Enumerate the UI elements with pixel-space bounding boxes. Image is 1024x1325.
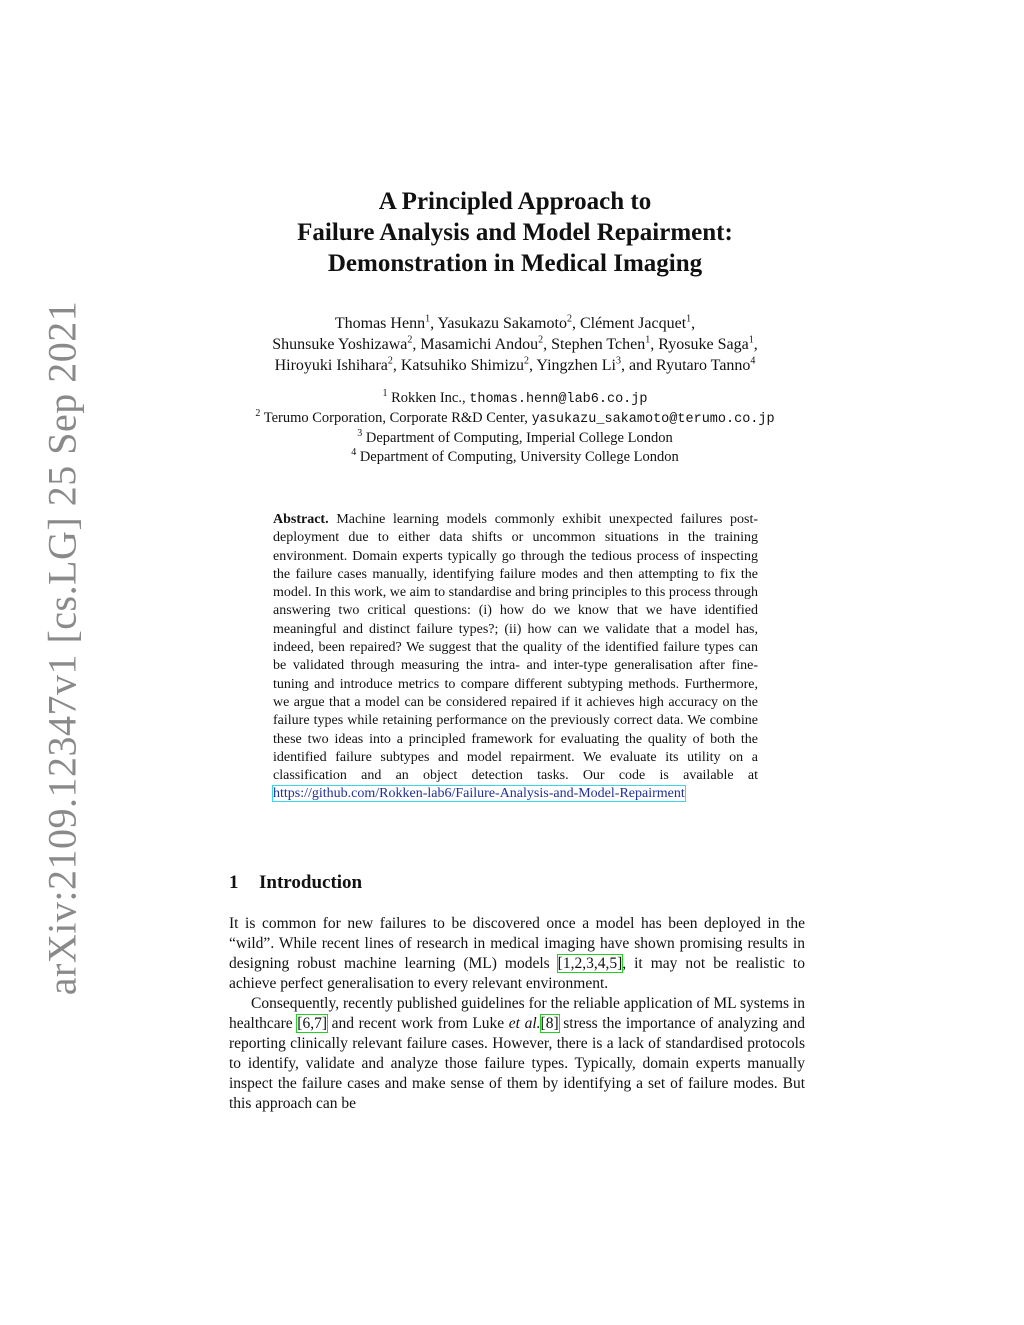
affiliation xyxy=(180,409,850,429)
affiliation-text: Rokken Inc., xyxy=(391,390,470,406)
affiliation-mark: 4 xyxy=(750,355,756,367)
author: Yasukazu Sakamoto xyxy=(437,315,567,332)
author: Thomas Henn xyxy=(334,315,426,332)
author-line: Shunsuke Yoshizawa$^2$, Masamichi Andou$^2$, Stephen Tchen$^1$, Ryosuke Saga$^1$, xyxy=(272,334,758,353)
author-list xyxy=(180,313,850,376)
affiliation-mark: 2 xyxy=(538,334,544,346)
paragraph xyxy=(229,994,805,1114)
section-title: Introduction xyxy=(259,872,363,893)
author: Yingzhen Li xyxy=(536,357,616,374)
citation-link[interactable]: [6,7] xyxy=(297,1015,327,1032)
et-al: et al. xyxy=(508,1015,541,1032)
author: Katsuhiko Shimizu xyxy=(400,357,524,374)
author: Ryutaro Tanno xyxy=(656,357,751,374)
affiliation-mark: 3 xyxy=(615,355,621,367)
paragraph-text: It is common for new failures to be discovered once a model has been deployed in the “wild”. While recent lines of research in medical imaging have shown promising results in designing robust machine learning (ML) models xyxy=(229,915,805,972)
affiliation-number: 2 xyxy=(255,408,261,420)
affiliation-mark: 2 xyxy=(407,334,413,346)
affiliation-mark: 1 xyxy=(748,334,754,346)
author-and: and xyxy=(628,357,653,374)
author-line: Thomas Henn$^1$, Yasukazu Sakamoto$^2$, Clément Jacquet$^1$, xyxy=(334,313,696,332)
affiliation xyxy=(180,389,850,409)
affiliation-number: 1 xyxy=(382,388,388,400)
body-text xyxy=(229,914,805,1114)
affiliation-number: 4 xyxy=(351,447,357,459)
affiliation-text: Terumo Corporation, Corporate R&D Center, xyxy=(263,410,532,426)
affiliation-text: Department of Computing, Imperial College London xyxy=(365,430,673,446)
section-number: 1 xyxy=(229,872,239,893)
paragraph-text: , it may not be realistic to achieve perfect generalisation to every relevant environment. xyxy=(229,955,805,992)
paragraph-text: stress the importance of analyzing and reporting clinically relevant failure cases. However, there is a lack of standardised protocols to identify, validate and analyze those failure types. Typically, domain experts manually inspect the failure cases and make sense of them by identifying a set of failure modes. But this approach can be xyxy=(229,1015,805,1112)
title-line: Demonstration in Medical Imaging xyxy=(327,250,703,277)
affiliation-mark: 2 xyxy=(523,355,529,367)
affiliation xyxy=(180,429,850,448)
author: Clément Jacquet xyxy=(579,315,687,332)
affiliation-mark: 2 xyxy=(387,355,393,367)
author-line: Hiroyuki Ishihara$^2$, Katsuhiko Shimizu$^2$, Yingzhen Li$^3$, and Ryutaro Tanno$^4$ xyxy=(274,355,756,374)
paragraph xyxy=(229,914,805,994)
title-line: A Principled Approach to xyxy=(378,188,652,215)
affiliation-text: Department of Computing, University College London xyxy=(359,449,679,465)
affiliation-mark: 1 xyxy=(686,313,692,325)
affiliation-mark: 1 xyxy=(645,334,651,346)
affiliation-mark: 2 xyxy=(566,313,572,325)
citation-link[interactable]: [8] xyxy=(540,1015,559,1032)
affiliation-number: 3 xyxy=(357,428,363,440)
author: Ryosuke Saga xyxy=(658,336,749,353)
arxiv-identifier: arXiv:2109.12347v1 [cs.LG] 25 Sep 2021 xyxy=(39,300,85,996)
paragraph-text: Consequently, recently published guidelines for the reliable application of ML systems in healthcare xyxy=(229,995,805,1032)
author: Shunsuke Yoshizawa xyxy=(272,336,408,353)
email-address[interactable]: yasukazu_sakamoto@terumo.co.jp xyxy=(531,412,775,427)
author: Hiroyuki Ishihara xyxy=(274,357,388,374)
code-repository-link[interactable]: https://github.com/Rokken-lab6/Failure-Analysis-and-Model-Repairment xyxy=(273,786,685,802)
abstract-text: Machine learning models commonly exhibit unexpected failures post-deployment due to either data shifts or uncommon situations in the training environment. Domain experts typically go through the tedious process of inspecting the failure cases manually, identifying failure modes and then attempting to fix the model. In this work, we aim to standardise and bring principles to this process through answering two critical questions: (i) how do we know that we have identified meaningful and distinct failure types?; (ii) how can we validate that a model has, indeed, been repaired? We suggest that the quality of the identified failure types can be validated through measuring the intra- and inter-type generalisation after fine-tuning and introduce metrics to compare different subtyping methods. Furthermore, we argue that a model can be considered repaired if it achieves high accuracy on the failure types while retaining performance on the previously correct data. We combine these two ideas into a principled framework for evaluating the quality of both the identified failure subtypes and model repairment. We evaluate its utility on a classification and an object detection tasks. Our code is available at xyxy=(273,512,759,784)
author: Masamichi Andou xyxy=(420,336,539,353)
affiliation xyxy=(180,448,850,467)
section-heading xyxy=(229,872,362,894)
paragraph-text: and recent work from Luke xyxy=(327,1015,509,1032)
author: Stephen Tchen xyxy=(551,336,646,353)
affiliation-mark: 1 xyxy=(425,313,431,325)
abstract xyxy=(273,511,758,804)
citation-link[interactable]: [1,2,3,4,5] xyxy=(557,955,623,972)
email-address[interactable]: thomas.henn@lab6.co.jp xyxy=(469,392,648,407)
abstract-label: Abstract. xyxy=(273,512,329,527)
paper-title xyxy=(230,186,800,279)
affiliation-list xyxy=(180,389,850,467)
title-line: Failure Analysis and Model Repairment: xyxy=(297,219,733,246)
